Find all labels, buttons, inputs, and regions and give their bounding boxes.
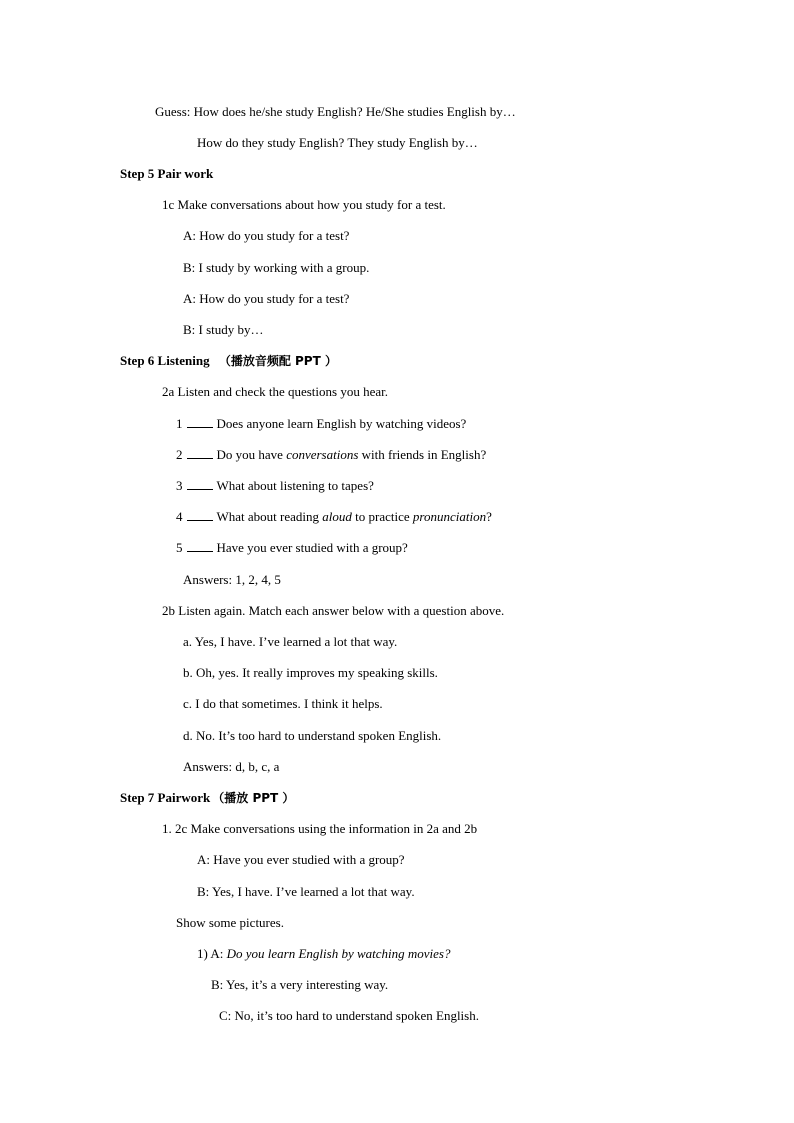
picture-line-a-prefix: 1) A:: [197, 946, 227, 961]
question-row-4: [176, 509, 492, 525]
question-row-1: [176, 416, 466, 432]
step5-line-1: A: How do you study for a test?: [183, 228, 350, 243]
answer-option-a: a. Yes, I have. I’ve learned a lot that way.: [183, 634, 398, 649]
answer-blank: [187, 416, 213, 428]
step5-line-3: A: How do you study for a test?: [183, 291, 350, 306]
guess-line-1: Guess: How does he/she study English? He/She studies English by…: [155, 104, 516, 119]
step5-heading: Step 5 Pair work: [120, 166, 214, 181]
answer-option-d: d. No. It’s too hard to understand spoken English.: [183, 728, 442, 743]
question-number: 3: [176, 478, 183, 493]
question-text-end: ?: [486, 509, 492, 524]
answer-blank: [187, 509, 213, 521]
answer-option-b: b. Oh, yes. It really improves my speaking skills.: [183, 665, 438, 680]
answers-2b: Answers: d, b, c, a: [183, 759, 280, 774]
step7-task: 1. 2c Make conversations using the information in 2a and 2b: [162, 821, 478, 836]
answers-2a: Answers: 1, 2, 4, 5: [183, 572, 281, 587]
step5-task: 1c Make conversations about how you study for a test.: [162, 197, 446, 212]
question-text: Have you ever studied with a group?: [216, 540, 408, 555]
question-text: What about reading: [216, 509, 323, 524]
question-text: Do you have: [216, 447, 287, 462]
question-text-mid: to practice: [351, 509, 413, 524]
picture-line-a: [197, 946, 450, 962]
question-row-3: [176, 478, 374, 494]
question-emphasis: conversations: [286, 447, 359, 462]
answer-blank: [187, 447, 213, 459]
step6-task-2a: 2a Listen and check the questions you hear.: [162, 384, 388, 399]
step6-heading-note: （播放音频配 PPT ）: [218, 354, 337, 368]
step7-heading-row: [120, 790, 294, 806]
question-text-rest: with friends in English?: [358, 447, 487, 462]
picture-line-c: C: No, it’s too hard to understand spoken English.: [219, 1008, 479, 1023]
question-emphasis: aloud: [322, 509, 352, 524]
answer-blank: [187, 478, 213, 490]
answer-blank: [187, 540, 213, 552]
step6-heading: Step 6 Listening: [120, 353, 210, 368]
step7-line-1: A: Have you ever studied with a group?: [197, 852, 405, 867]
question-text: What about listening to tapes?: [216, 478, 374, 493]
step6-heading-row: [120, 353, 337, 369]
answer-option-c: c. I do that sometimes. I think it helps.: [183, 696, 383, 711]
question-number: 2: [176, 447, 183, 462]
picture-line-b: B: Yes, it’s a very interesting way.: [211, 977, 389, 992]
step5-line-4: B: I study by…: [183, 322, 264, 337]
show-pictures: Show some pictures.: [176, 915, 284, 930]
step5-line-2: B: I study by working with a group.: [183, 260, 370, 275]
step7-heading: Step 7 Pairwork: [120, 790, 211, 805]
question-row-5: [176, 540, 408, 556]
step7-heading-note: （播放 PPT ）: [212, 791, 295, 805]
question-row-2: [176, 447, 486, 463]
step7-line-2: B: Yes, I have. I’ve learned a lot that way.: [197, 884, 415, 899]
question-number: 1: [176, 416, 183, 431]
guess-line-2: How do they study English? They study English by…: [197, 135, 478, 150]
question-emphasis-2: pronunciation: [412, 509, 487, 524]
picture-line-a-text: Do you learn English by watching movies?: [226, 946, 451, 961]
step6-task-2b: 2b Listen again. Match each answer below with a question above.: [162, 603, 505, 618]
question-number: 4: [176, 509, 183, 524]
question-text: Does anyone learn English by watching videos?: [216, 416, 467, 431]
question-number: 5: [176, 540, 183, 555]
